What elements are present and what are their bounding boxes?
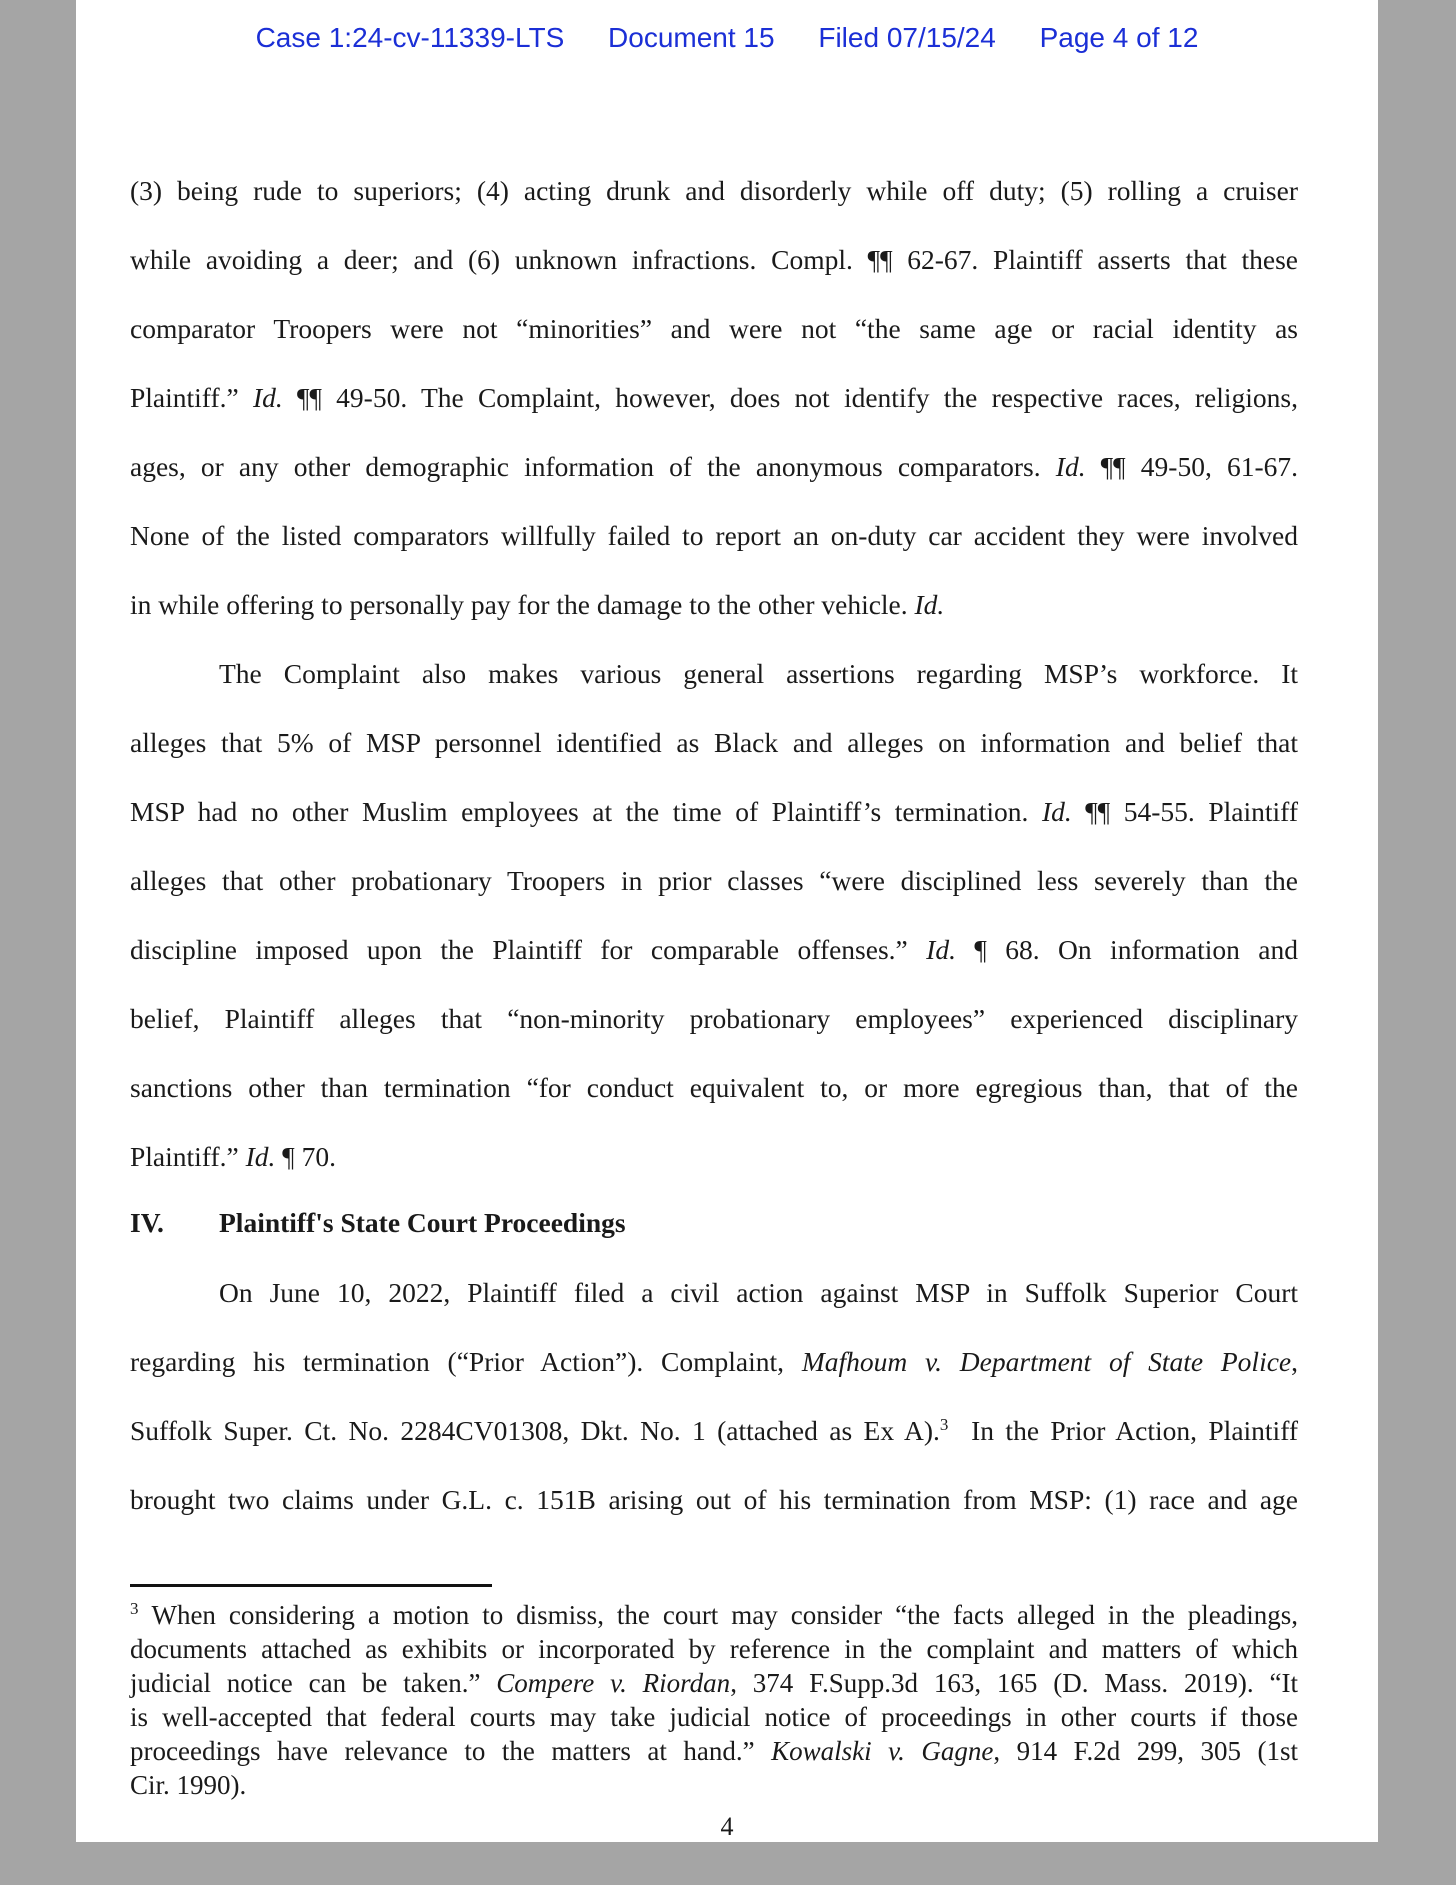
text-line: On June 10, 2022, Plaintiff filed a civil action against MSP in Suffolk Superior Court (219, 1277, 1298, 1308)
footnote-line: judicial notice can be taken.” Compere v. Riordan, 374 F.Supp.3d 163, 165 (D. Mass. 2019). “It (130, 1668, 1298, 1698)
section-number: IV. (130, 1207, 164, 1238)
text-line: sanctions other than termination “for conduct equivalent to, or more egregious than, that of the (130, 1072, 1298, 1103)
text-line: MSP had no other Muslim employees at the time of Plaintiff’s termination. Id. ¶¶ 54-55. Plaintiff (130, 796, 1298, 827)
text-line (130, 1396, 1298, 1465)
text-line: alleges that other probationary Troopers in prior classes “were disciplined less severely than the (130, 865, 1298, 896)
text-segment: In the Prior Action, Plaintiff (971, 1415, 1299, 1446)
page-indicator: Page 4 of 12 (1039, 22, 1199, 53)
paragraph-2 (130, 639, 1298, 1191)
case-header (76, 22, 1378, 54)
text-line: in while offering to personally pay for the damage to the other vehicle. Id. (130, 589, 945, 620)
text-line: None of the listed comparators willfully failed to report an on-duty car accident they were involved (130, 520, 1298, 551)
text-line: Plaintiff.” Id. ¶¶ 49-50. The Complaint, however, does not identify the respective races, religions, (130, 382, 1298, 413)
footnote (130, 1598, 1298, 1802)
footnote-line: documents attached as exhibits or incorporated by reference in the complaint and matters of which (130, 1634, 1298, 1664)
text-line: discipline imposed upon the Plaintiff for comparable offenses.” Id. ¶ 68. On information and (130, 934, 1299, 965)
footnote-separator (130, 1584, 492, 1587)
text-line: comparator Troopers were not “minorities” and were not “the same age or racial identity as (130, 313, 1298, 344)
section-title: Plaintiff's State Court Proceedings (219, 1207, 626, 1238)
text-line: ages, or any other demographic information of the anonymous comparators. Id. ¶¶ 49-50, 61-67. (130, 451, 1298, 482)
footnote-line: is well-accepted that federal courts may take judicial notice of proceedings in other courts if those (130, 1702, 1298, 1732)
text-segment: When considering a motion to dismiss, the court may consider “the facts alleged in the pleadings, (151, 1600, 1299, 1630)
document-number: Document 15 (608, 22, 775, 53)
text-line: Plaintiff.” Id. ¶ 70. (130, 1141, 336, 1172)
footnote-line: Cir. 1990). (130, 1770, 247, 1800)
paragraph-1 (130, 156, 1298, 639)
text-line: brought two claims under G.L. c. 151B arising out of his termination from MSP: (1) race and age (130, 1484, 1298, 1515)
footnote-line: proceedings have relevance to the matters at hand.” Kowalski v. Gagne, 914 F.2d 299, 305 (1st (130, 1736, 1298, 1766)
page-number: 4 (720, 1812, 734, 1841)
text-line: while avoiding a deer; and (6) unknown infractions. Compl. ¶¶ 62-67. Plaintiff asserts that these (130, 244, 1298, 275)
case-number: Case 1:24-cv-11339-LTS (255, 22, 565, 53)
section-heading (130, 1207, 626, 1239)
text-line: regarding his termination (“Prior Action”). Complaint, Mafhoum v. Department of State Police, (130, 1346, 1298, 1377)
footnote-line (130, 1598, 1298, 1632)
text-line: (3) being rude to superiors; (4) acting drunk and disorderly while off duty; (5) rolling a cruiser (130, 175, 1298, 206)
filed-date: Filed 07/15/24 (818, 22, 996, 53)
footnote-reference: 3 (939, 1415, 949, 1434)
paragraph-3 (130, 1258, 1298, 1534)
text-line: The Complaint also makes various general assertions regarding MSP’s workforce. It (219, 658, 1298, 689)
text-line: alleges that 5% of MSP personnel identified as Black and alleges on information and belief that (130, 727, 1298, 758)
text-line: belief, Plaintiff alleges that “non-minority probationary employees” experienced disciplinary (130, 1003, 1298, 1034)
footnote-marker: 3 (130, 1599, 139, 1618)
text-segment: Suffolk Super. Ct. No. 2284CV01308, Dkt. No. 1 (attached as Ex A). (130, 1415, 940, 1446)
document-page (76, 0, 1378, 1842)
